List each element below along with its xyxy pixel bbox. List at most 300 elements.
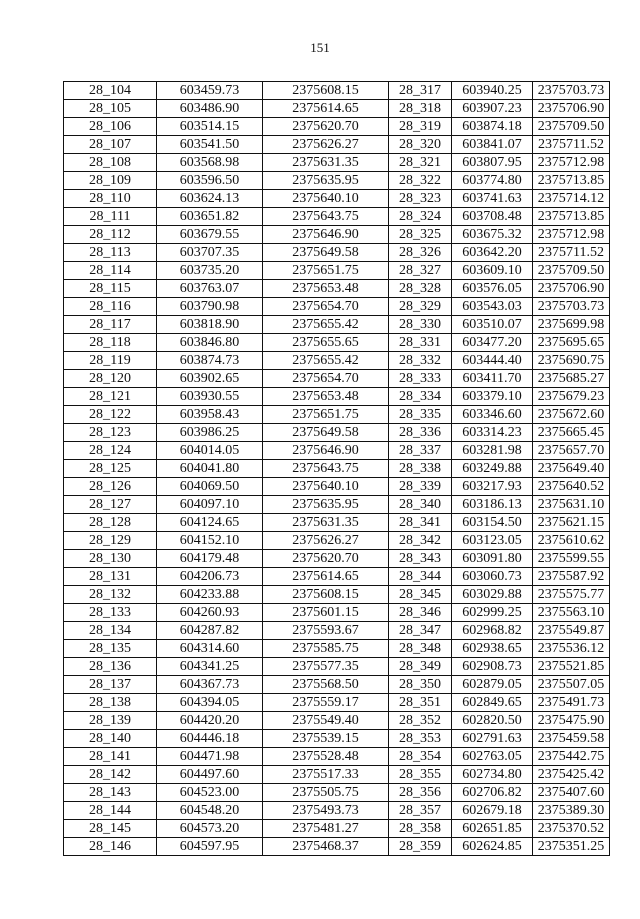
point-id-cell: 28_125 (64, 460, 157, 478)
y-coordinate-cell: 2375575.77 (533, 586, 610, 604)
x-coordinate-cell: 603543.03 (452, 298, 533, 316)
y-coordinate-cell: 2375442.75 (533, 748, 610, 766)
point-id-cell: 28_146 (64, 838, 157, 856)
point-id-cell: 28_337 (389, 442, 452, 460)
point-id-cell: 28_120 (64, 370, 157, 388)
y-coordinate-cell: 2375631.35 (263, 154, 389, 172)
y-coordinate-cell: 2375468.37 (263, 838, 389, 856)
point-id-cell: 28_345 (389, 586, 452, 604)
x-coordinate-cell: 603281.98 (452, 442, 533, 460)
x-coordinate-cell: 602734.80 (452, 766, 533, 784)
point-id-cell: 28_321 (389, 154, 452, 172)
y-coordinate-cell: 2375713.85 (533, 172, 610, 190)
point-id-cell: 28_329 (389, 298, 452, 316)
point-id-cell: 28_352 (389, 712, 452, 730)
y-coordinate-cell: 2375643.75 (263, 460, 389, 478)
y-coordinate-cell: 2375703.73 (533, 82, 610, 100)
point-id-cell: 28_326 (389, 244, 452, 262)
point-id-cell: 28_110 (64, 190, 157, 208)
x-coordinate-cell: 602624.85 (452, 838, 533, 856)
point-id-cell: 28_359 (389, 838, 452, 856)
y-coordinate-cell: 2375587.92 (533, 568, 610, 586)
point-id-cell: 28_343 (389, 550, 452, 568)
point-id-cell: 28_104 (64, 82, 157, 100)
x-coordinate-cell: 604014.05 (157, 442, 263, 460)
point-id-cell: 28_105 (64, 100, 157, 118)
y-coordinate-cell: 2375654.70 (263, 298, 389, 316)
y-coordinate-cell: 2375653.48 (263, 388, 389, 406)
y-coordinate-cell: 2375635.95 (263, 172, 389, 190)
x-coordinate-cell: 604206.73 (157, 568, 263, 586)
point-id-cell: 28_318 (389, 100, 452, 118)
y-coordinate-cell: 2375695.65 (533, 334, 610, 352)
y-coordinate-cell: 2375711.52 (533, 244, 610, 262)
y-coordinate-cell: 2375614.65 (263, 568, 389, 586)
y-coordinate-cell: 2375646.90 (263, 226, 389, 244)
point-id-cell: 28_342 (389, 532, 452, 550)
point-id-cell: 28_143 (64, 784, 157, 802)
y-coordinate-cell: 2375563.10 (533, 604, 610, 622)
point-id-cell: 28_356 (389, 784, 452, 802)
point-id-cell: 28_358 (389, 820, 452, 838)
x-coordinate-cell: 603763.07 (157, 280, 263, 298)
x-coordinate-cell: 603708.48 (452, 208, 533, 226)
x-coordinate-cell: 603459.73 (157, 82, 263, 100)
y-coordinate-cell: 2375665.45 (533, 424, 610, 442)
x-coordinate-cell: 603314.23 (452, 424, 533, 442)
y-coordinate-cell: 2375631.35 (263, 514, 389, 532)
y-coordinate-cell: 2375601.15 (263, 604, 389, 622)
table-row (64, 190, 610, 208)
point-id-cell: 28_119 (64, 352, 157, 370)
x-coordinate-cell: 603675.32 (452, 226, 533, 244)
y-coordinate-cell: 2375651.75 (263, 406, 389, 424)
point-id-cell: 28_320 (389, 136, 452, 154)
x-coordinate-cell: 602968.82 (452, 622, 533, 640)
point-id-cell: 28_106 (64, 118, 157, 136)
point-id-cell: 28_117 (64, 316, 157, 334)
y-coordinate-cell: 2375507.05 (533, 676, 610, 694)
point-id-cell: 28_137 (64, 676, 157, 694)
point-id-cell: 28_347 (389, 622, 452, 640)
y-coordinate-cell: 2375491.73 (533, 694, 610, 712)
y-coordinate-cell: 2375655.42 (263, 316, 389, 334)
y-coordinate-cell: 2375685.27 (533, 370, 610, 388)
table-row (64, 568, 610, 586)
x-coordinate-cell: 604179.48 (157, 550, 263, 568)
x-coordinate-cell: 603874.18 (452, 118, 533, 136)
x-coordinate-cell: 604367.73 (157, 676, 263, 694)
x-coordinate-cell: 604446.18 (157, 730, 263, 748)
x-coordinate-cell: 603514.15 (157, 118, 263, 136)
x-coordinate-cell: 603841.07 (452, 136, 533, 154)
point-id-cell: 28_109 (64, 172, 157, 190)
point-id-cell: 28_341 (389, 514, 452, 532)
table-row (64, 424, 610, 442)
table-row (64, 640, 610, 658)
point-id-cell: 28_334 (389, 388, 452, 406)
table-row (64, 244, 610, 262)
y-coordinate-cell: 2375653.48 (263, 280, 389, 298)
x-coordinate-cell: 603818.90 (157, 316, 263, 334)
y-coordinate-cell: 2375713.85 (533, 208, 610, 226)
point-id-cell: 28_350 (389, 676, 452, 694)
y-coordinate-cell: 2375475.90 (533, 712, 610, 730)
y-coordinate-cell: 2375709.50 (533, 118, 610, 136)
x-coordinate-cell: 603958.43 (157, 406, 263, 424)
y-coordinate-cell: 2375703.73 (533, 298, 610, 316)
x-coordinate-cell: 602706.82 (452, 784, 533, 802)
y-coordinate-cell: 2375425.42 (533, 766, 610, 784)
y-coordinate-cell: 2375635.95 (263, 496, 389, 514)
y-coordinate-cell: 2375643.75 (263, 208, 389, 226)
point-id-cell: 28_349 (389, 658, 452, 676)
table-row (64, 730, 610, 748)
point-id-cell: 28_126 (64, 478, 157, 496)
x-coordinate-cell: 603651.82 (157, 208, 263, 226)
table-row (64, 658, 610, 676)
page-number: 151 (310, 40, 330, 55)
point-id-cell: 28_323 (389, 190, 452, 208)
point-id-cell: 28_140 (64, 730, 157, 748)
table-row (64, 208, 610, 226)
point-id-cell: 28_136 (64, 658, 157, 676)
table-row (64, 586, 610, 604)
x-coordinate-cell: 604152.10 (157, 532, 263, 550)
point-id-cell: 28_133 (64, 604, 157, 622)
point-id-cell: 28_322 (389, 172, 452, 190)
y-coordinate-cell: 2375493.73 (263, 802, 389, 820)
y-coordinate-cell: 2375593.67 (263, 622, 389, 640)
point-id-cell: 28_340 (389, 496, 452, 514)
point-id-cell: 28_324 (389, 208, 452, 226)
x-coordinate-cell: 602791.63 (452, 730, 533, 748)
point-id-cell: 28_134 (64, 622, 157, 640)
point-id-cell: 28_112 (64, 226, 157, 244)
x-coordinate-cell: 604041.80 (157, 460, 263, 478)
x-coordinate-cell: 603986.25 (157, 424, 263, 442)
point-id-cell: 28_113 (64, 244, 157, 262)
x-coordinate-cell: 603541.50 (157, 136, 263, 154)
point-id-cell: 28_333 (389, 370, 452, 388)
point-id-cell: 28_142 (64, 766, 157, 784)
point-id-cell: 28_332 (389, 352, 452, 370)
y-coordinate-cell: 2375620.70 (263, 550, 389, 568)
x-coordinate-cell: 603576.05 (452, 280, 533, 298)
x-coordinate-cell: 602679.18 (452, 802, 533, 820)
x-coordinate-cell: 604233.88 (157, 586, 263, 604)
x-coordinate-cell: 604287.82 (157, 622, 263, 640)
y-coordinate-cell: 2375521.85 (533, 658, 610, 676)
point-id-cell: 28_335 (389, 406, 452, 424)
x-coordinate-cell: 604420.20 (157, 712, 263, 730)
table-row (64, 118, 610, 136)
x-coordinate-cell: 603444.40 (452, 352, 533, 370)
point-id-cell: 28_111 (64, 208, 157, 226)
x-coordinate-cell: 603249.88 (452, 460, 533, 478)
y-coordinate-cell: 2375559.17 (263, 694, 389, 712)
table-row (64, 100, 610, 118)
x-coordinate-cell: 604097.10 (157, 496, 263, 514)
table-row (64, 784, 610, 802)
y-coordinate-cell: 2375370.52 (533, 820, 610, 838)
table-row (64, 622, 610, 640)
table-row (64, 316, 610, 334)
y-coordinate-cell: 2375657.70 (533, 442, 610, 460)
y-coordinate-cell: 2375672.60 (533, 406, 610, 424)
y-coordinate-cell: 2375517.33 (263, 766, 389, 784)
point-id-cell: 28_127 (64, 496, 157, 514)
y-coordinate-cell: 2375714.12 (533, 190, 610, 208)
point-id-cell: 28_338 (389, 460, 452, 478)
x-coordinate-cell: 604069.50 (157, 478, 263, 496)
y-coordinate-cell: 2375631.10 (533, 496, 610, 514)
x-coordinate-cell: 603707.35 (157, 244, 263, 262)
x-coordinate-cell: 603907.23 (452, 100, 533, 118)
x-coordinate-cell: 603596.50 (157, 172, 263, 190)
y-coordinate-cell: 2375608.15 (263, 586, 389, 604)
x-coordinate-cell: 603609.10 (452, 262, 533, 280)
x-coordinate-cell: 603060.73 (452, 568, 533, 586)
y-coordinate-cell: 2375585.75 (263, 640, 389, 658)
point-id-cell: 28_121 (64, 388, 157, 406)
table-row (64, 478, 610, 496)
x-coordinate-cell: 602938.65 (452, 640, 533, 658)
y-coordinate-cell: 2375620.70 (263, 118, 389, 136)
x-coordinate-cell: 603411.70 (452, 370, 533, 388)
point-id-cell: 28_327 (389, 262, 452, 280)
table-row (64, 442, 610, 460)
x-coordinate-cell: 603123.05 (452, 532, 533, 550)
table-row (64, 712, 610, 730)
y-coordinate-cell: 2375407.60 (533, 784, 610, 802)
table-row (64, 604, 610, 622)
x-coordinate-cell: 603029.88 (452, 586, 533, 604)
y-coordinate-cell: 2375699.98 (533, 316, 610, 334)
x-coordinate-cell: 603774.80 (452, 172, 533, 190)
x-coordinate-cell: 604573.20 (157, 820, 263, 838)
point-id-cell: 28_135 (64, 640, 157, 658)
x-coordinate-cell: 603154.50 (452, 514, 533, 532)
x-coordinate-cell: 602849.65 (452, 694, 533, 712)
point-id-cell: 28_115 (64, 280, 157, 298)
table-row (64, 226, 610, 244)
x-coordinate-cell: 603091.80 (452, 550, 533, 568)
y-coordinate-cell: 2375539.15 (263, 730, 389, 748)
point-id-cell: 28_328 (389, 280, 452, 298)
x-coordinate-cell: 603735.20 (157, 262, 263, 280)
x-coordinate-cell: 603510.07 (452, 316, 533, 334)
y-coordinate-cell: 2375655.65 (263, 334, 389, 352)
x-coordinate-cell: 602908.73 (452, 658, 533, 676)
table-row (64, 280, 610, 298)
table-row (64, 136, 610, 154)
point-id-cell: 28_131 (64, 568, 157, 586)
point-id-cell: 28_122 (64, 406, 157, 424)
y-coordinate-cell: 2375640.10 (263, 190, 389, 208)
y-coordinate-cell: 2375610.62 (533, 532, 610, 550)
x-coordinate-cell: 603741.63 (452, 190, 533, 208)
y-coordinate-cell: 2375649.58 (263, 244, 389, 262)
point-id-cell: 28_116 (64, 298, 157, 316)
table-row (64, 676, 610, 694)
y-coordinate-cell: 2375679.23 (533, 388, 610, 406)
y-coordinate-cell: 2375709.50 (533, 262, 610, 280)
table-row (64, 298, 610, 316)
table-row (64, 820, 610, 838)
point-id-cell: 28_144 (64, 802, 157, 820)
x-coordinate-cell: 602999.25 (452, 604, 533, 622)
x-coordinate-cell: 602820.50 (452, 712, 533, 730)
x-coordinate-cell: 603940.25 (452, 82, 533, 100)
point-id-cell: 28_129 (64, 532, 157, 550)
table-row (64, 514, 610, 532)
x-coordinate-cell: 603486.90 (157, 100, 263, 118)
y-coordinate-cell: 2375706.90 (533, 280, 610, 298)
y-coordinate-cell: 2375706.90 (533, 100, 610, 118)
point-id-cell: 28_107 (64, 136, 157, 154)
point-id-cell: 28_118 (64, 334, 157, 352)
point-id-cell: 28_357 (389, 802, 452, 820)
point-id-cell: 28_139 (64, 712, 157, 730)
x-coordinate-cell: 603346.60 (452, 406, 533, 424)
x-coordinate-cell: 603930.55 (157, 388, 263, 406)
y-coordinate-cell: 2375640.52 (533, 478, 610, 496)
y-coordinate-cell: 2375621.15 (533, 514, 610, 532)
x-coordinate-cell: 603477.20 (452, 334, 533, 352)
y-coordinate-cell: 2375646.90 (263, 442, 389, 460)
table-row (64, 766, 610, 784)
table-row (64, 460, 610, 478)
y-coordinate-cell: 2375690.75 (533, 352, 610, 370)
x-coordinate-cell: 603217.93 (452, 478, 533, 496)
point-id-cell: 28_128 (64, 514, 157, 532)
x-coordinate-cell: 604497.60 (157, 766, 263, 784)
x-coordinate-cell: 604260.93 (157, 604, 263, 622)
table-row (64, 154, 610, 172)
x-coordinate-cell: 604471.98 (157, 748, 263, 766)
point-id-cell: 28_114 (64, 262, 157, 280)
table-row (64, 388, 610, 406)
y-coordinate-cell: 2375549.87 (533, 622, 610, 640)
x-coordinate-cell: 603874.73 (157, 352, 263, 370)
point-id-cell: 28_130 (64, 550, 157, 568)
point-id-cell: 28_339 (389, 478, 452, 496)
y-coordinate-cell: 2375505.75 (263, 784, 389, 802)
table-row (64, 694, 610, 712)
x-coordinate-cell: 603790.98 (157, 298, 263, 316)
y-coordinate-cell: 2375528.48 (263, 748, 389, 766)
table-row (64, 370, 610, 388)
x-coordinate-cell: 603186.13 (452, 496, 533, 514)
y-coordinate-cell: 2375712.98 (533, 154, 610, 172)
point-id-cell: 28_348 (389, 640, 452, 658)
point-id-cell: 28_330 (389, 316, 452, 334)
coordinates-table-body (64, 82, 610, 856)
point-id-cell: 28_108 (64, 154, 157, 172)
table-row (64, 748, 610, 766)
y-coordinate-cell: 2375626.27 (263, 136, 389, 154)
y-coordinate-cell: 2375614.65 (263, 100, 389, 118)
point-id-cell: 28_138 (64, 694, 157, 712)
y-coordinate-cell: 2375608.15 (263, 82, 389, 100)
table-row (64, 82, 610, 100)
table-row (64, 550, 610, 568)
x-coordinate-cell: 604341.25 (157, 658, 263, 676)
y-coordinate-cell: 2375599.55 (533, 550, 610, 568)
table-row (64, 352, 610, 370)
y-coordinate-cell: 2375577.35 (263, 658, 389, 676)
x-coordinate-cell: 604597.95 (157, 838, 263, 856)
point-id-cell: 28_331 (389, 334, 452, 352)
x-coordinate-cell: 602763.05 (452, 748, 533, 766)
x-coordinate-cell: 604124.65 (157, 514, 263, 532)
x-coordinate-cell: 602879.05 (452, 676, 533, 694)
table-row (64, 802, 610, 820)
y-coordinate-cell: 2375649.58 (263, 424, 389, 442)
y-coordinate-cell: 2375655.42 (263, 352, 389, 370)
y-coordinate-cell: 2375459.58 (533, 730, 610, 748)
y-coordinate-cell: 2375536.12 (533, 640, 610, 658)
y-coordinate-cell: 2375712.98 (533, 226, 610, 244)
table-row (64, 334, 610, 352)
x-coordinate-cell: 603624.13 (157, 190, 263, 208)
point-id-cell: 28_145 (64, 820, 157, 838)
x-coordinate-cell: 603642.20 (452, 244, 533, 262)
y-coordinate-cell: 2375711.52 (533, 136, 610, 154)
x-coordinate-cell: 603679.55 (157, 226, 263, 244)
table-row (64, 172, 610, 190)
point-id-cell: 28_355 (389, 766, 452, 784)
table-row (64, 496, 610, 514)
point-id-cell: 28_132 (64, 586, 157, 604)
point-id-cell: 28_344 (389, 568, 452, 586)
table-row (64, 406, 610, 424)
y-coordinate-cell: 2375549.40 (263, 712, 389, 730)
x-coordinate-cell: 603807.95 (452, 154, 533, 172)
point-id-cell: 28_354 (389, 748, 452, 766)
y-coordinate-cell: 2375351.25 (533, 838, 610, 856)
point-id-cell: 28_317 (389, 82, 452, 100)
x-coordinate-cell: 603568.98 (157, 154, 263, 172)
point-id-cell: 28_346 (389, 604, 452, 622)
point-id-cell: 28_325 (389, 226, 452, 244)
x-coordinate-cell: 603902.65 (157, 370, 263, 388)
table-row (64, 262, 610, 280)
x-coordinate-cell: 604394.05 (157, 694, 263, 712)
x-coordinate-cell: 602651.85 (452, 820, 533, 838)
y-coordinate-cell: 2375626.27 (263, 532, 389, 550)
y-coordinate-cell: 2375649.40 (533, 460, 610, 478)
y-coordinate-cell: 2375568.50 (263, 676, 389, 694)
x-coordinate-cell: 604314.60 (157, 640, 263, 658)
y-coordinate-cell: 2375651.75 (263, 262, 389, 280)
point-id-cell: 28_319 (389, 118, 452, 136)
y-coordinate-cell: 2375654.70 (263, 370, 389, 388)
point-id-cell: 28_351 (389, 694, 452, 712)
y-coordinate-cell: 2375481.27 (263, 820, 389, 838)
table-row (64, 838, 610, 856)
point-id-cell: 28_123 (64, 424, 157, 442)
point-id-cell: 28_124 (64, 442, 157, 460)
x-coordinate-cell: 604548.20 (157, 802, 263, 820)
x-coordinate-cell: 603846.80 (157, 334, 263, 352)
x-coordinate-cell: 603379.10 (452, 388, 533, 406)
y-coordinate-cell: 2375389.30 (533, 802, 610, 820)
point-id-cell: 28_336 (389, 424, 452, 442)
point-id-cell: 28_353 (389, 730, 452, 748)
y-coordinate-cell: 2375640.10 (263, 478, 389, 496)
